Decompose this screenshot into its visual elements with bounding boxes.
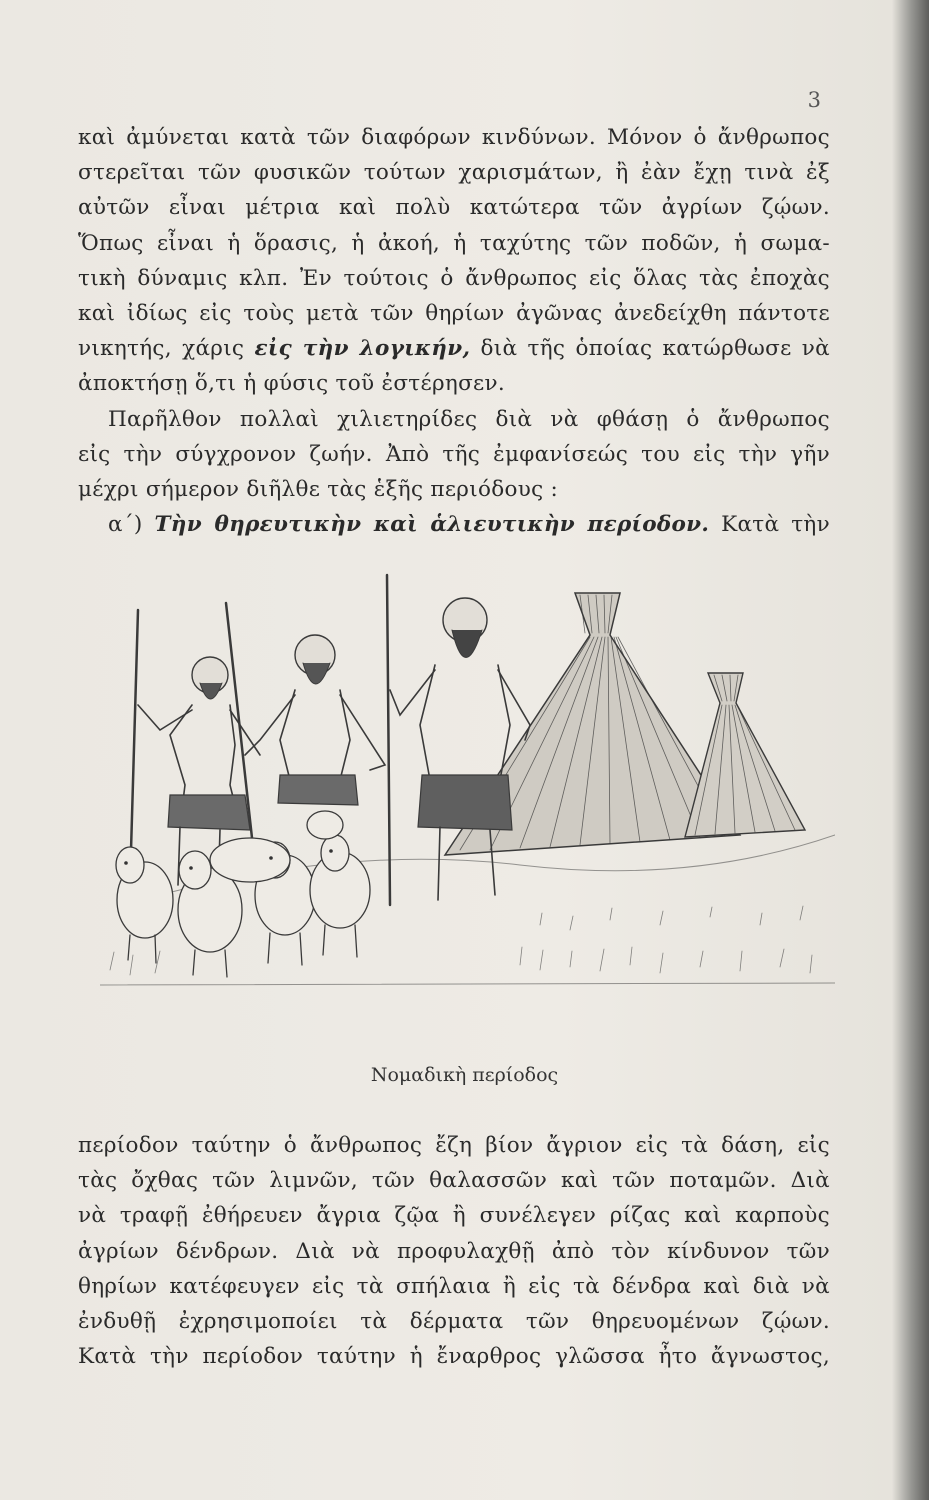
text-line-with-emphasis [78, 331, 830, 366]
text-fragment: Κατὰ τὴν [709, 512, 830, 538]
text-line: Ὅπως εἶναι ἡ ὅρασις, ἡ ἀκοή, ἡ ταχύτης τῶν ποδῶν, ἡ σωμα- [78, 230, 830, 256]
text-line: τὰς ὄχθας τῶν λιμνῶν, τῶν θαλασσῶν καὶ τῶν ποταμῶν. Διὰ [78, 1168, 830, 1194]
nomadic-period-illustration [100, 565, 835, 1020]
text-line: ἀγρίων δένδρων. Διὰ νὰ προφυλαχθῇ ἀπὸ τὸν κίνδυνον τῶν [78, 1238, 830, 1264]
figure-caption: Νομαδικὴ περίοδος [370, 1064, 559, 1086]
text-block-bottom [78, 1128, 830, 1374]
emphasis-text: εἰς τὴν λογικήν, [254, 336, 471, 362]
text-line: ἀποκτήσῃ ὅ,τι ἡ φύσις τοῦ ἐστέρησεν. [78, 371, 505, 397]
text-fragment: νικητής, χάρις [78, 336, 255, 362]
period-title: Τὴν θηρευτικὴν καὶ ἁλιευτικὴν περίοδον. [154, 512, 710, 538]
text-line: καὶ ἀμύνεται κατὰ τῶν διαφόρων κινδύνων. Μόνον ὁ ἄνθρωπος [78, 125, 830, 150]
text-line: ἐνδυθῇ ἐχρησιμοποίει τὰ δέρματα τῶν θηρευομένων ζῴων. [78, 1309, 830, 1335]
text-block-top [78, 120, 830, 542]
text-line: τικὴ δύναμις κλπ. Ἐν τούτοις ὁ ἄνθρωπος εἰς ὅλας τὰς ἐποχὰς [78, 265, 830, 291]
period-heading-line [78, 507, 830, 542]
text-line: αὐτῶν εἶναι μέτρια καὶ πολὺ κατώτερα τῶν ἀγρίων ζῴων. [78, 195, 830, 221]
text-fragment: διὰ τῆς ὁποίας κατώρθωσε νὰ [470, 336, 830, 362]
text-line: καὶ ἰδίως εἰς τοὺς μετὰ τῶν θηρίων ἀγῶνας ἀνεδείχθη πάντοτε [78, 301, 830, 327]
page-number: 3 [807, 88, 821, 112]
text-line: θηρίων κατέφευγεν εἰς τὰ σπήλαια ἢ εἰς τὰ δένδρα καὶ διὰ νὰ [78, 1273, 830, 1299]
text-line: νὰ τραφῇ ἐθήρευεν ἄγρια ζῷα ἢ συνέλεγεν ρίζας καὶ καρποὺς [78, 1203, 830, 1229]
text-line: Παρῆλθον πολλαὶ χιλιετηρίδες διὰ νὰ φθάσῃ ὁ ἄνθρωπος [108, 406, 830, 432]
text-line: περίοδον ταύτην ὁ ἄνθρωπος ἔζη βίον ἄγριον εἰς τὰ δάση, εἰς [78, 1133, 830, 1158]
text-line: μέχρι σήμερον διῆλθε τὰς ἑξῆς περιόδους : [78, 477, 559, 503]
period-marker: α΄) [108, 512, 155, 538]
text-line: Κατὰ τὴν περίοδον ταύτην ἡ ἔναρθρος γλῶσσα ἦτο ἄγνωστος, [78, 1344, 830, 1370]
text-line: εἰς τὴν σύγχρονον ζωήν. Ἀπὸ τῆς ἐμφανίσεώς του εἰς τὴν γῆν [78, 441, 830, 467]
text-line: στερεῖται τῶν φυσικῶν τούτων χαρισμάτων, ἢ ἐὰν ἔχῃ τινὰ ἐξ [78, 160, 830, 186]
